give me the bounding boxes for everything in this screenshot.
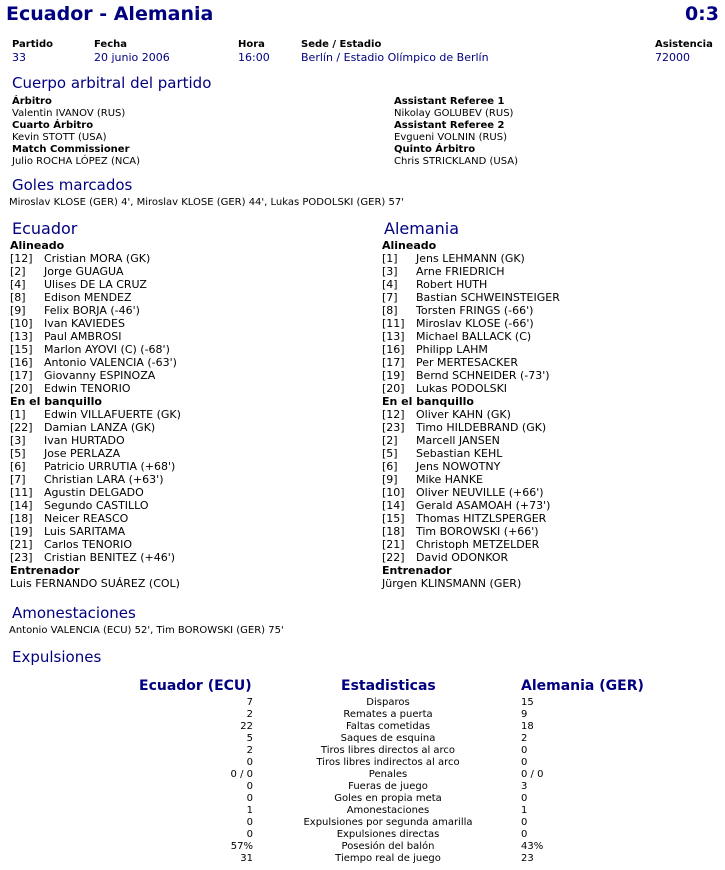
stat-label: Tiros libres indirectos al arco [316, 757, 460, 768]
player-name: Jens NOWOTNY [416, 460, 501, 473]
player-name: Thomas HITZLSPERGER [416, 512, 547, 525]
stat-away-value: 43% [521, 841, 544, 852]
player-name: Antonio VALENCIA (-63') [44, 356, 177, 369]
substitute-row [10, 512, 181, 525]
player-row [382, 265, 560, 278]
player-name: Timo HILDEBRAND (GK) [416, 421, 547, 434]
stat-label: Amonestaciones [346, 805, 430, 816]
substitute-row [10, 408, 181, 421]
shirt-number: [4] [382, 278, 398, 291]
player-name: Carlos TENORIO [44, 538, 133, 551]
referee-role: Assistant Referee 1 [394, 96, 505, 107]
substitute-row [10, 525, 181, 538]
stat-label: Faltas cometidas [345, 721, 431, 732]
info-attendance [655, 38, 713, 64]
info-time [238, 38, 270, 64]
stat-row [0, 721, 725, 733]
player-name: Sebastian KEHL [416, 447, 503, 460]
player-row [10, 369, 181, 382]
stat-away-value: 0 [521, 829, 528, 840]
stat-away-value: 0 [521, 757, 528, 768]
shirt-number: [16] [10, 356, 33, 369]
player-name: Tim BOROWSKI (+66') [416, 525, 539, 538]
stat-home-value: 31 [240, 853, 253, 864]
shirt-number: [3] [382, 265, 398, 278]
shirt-number: [17] [10, 369, 33, 382]
referee-role: Match Commissioner [12, 144, 130, 155]
player-name: Segundo CASTILLO [44, 499, 149, 512]
stat-label: Penales [368, 769, 408, 780]
stat-label: Tiros libres directos al arco [320, 745, 456, 756]
player-name: Damian LANZA (GK) [44, 421, 156, 434]
shirt-number: [9] [10, 304, 26, 317]
stat-home-value: 2 [246, 745, 253, 756]
goals-heading: Goles marcados [12, 176, 133, 194]
player-name: Ivan HURTADO [44, 434, 125, 447]
substitute-row [10, 434, 181, 447]
player-name: Jens LEHMANN (GK) [416, 252, 525, 265]
player-name: Agustin DELGADO [44, 486, 144, 499]
referee-name: Julio ROCHA LÓPEZ (NCA) [12, 156, 141, 167]
coach-name: Jürgen KLINSMANN (GER) [382, 577, 522, 590]
player-name: Per MERTESACKER [416, 356, 518, 369]
substitute-row [382, 538, 560, 551]
substitute-row [10, 486, 181, 499]
match-title: Ecuador - Alemania [6, 3, 214, 25]
player-row [382, 291, 560, 304]
player-row [382, 369, 560, 382]
substitute-row [382, 447, 560, 460]
stat-row [0, 805, 725, 817]
shirt-number: [23] [10, 551, 33, 564]
stat-away-value: 15 [521, 697, 534, 708]
stat-label: Fueras de juego [348, 781, 428, 792]
stat-row [0, 853, 725, 865]
info-value: 33 [12, 51, 26, 64]
stat-home-value: 7 [246, 697, 253, 708]
shirt-number: [5] [10, 447, 26, 460]
stats-middle-heading: Estadisticas [341, 678, 436, 694]
substitute-row [10, 447, 181, 460]
substitute-row [382, 460, 560, 473]
stat-away-value: 3 [521, 781, 528, 792]
info-value: 16:00 [238, 51, 270, 64]
cautions-text: Antonio VALENCIA (ECU) 52', Tim BOROWSKI (GER) 75' [9, 625, 284, 636]
shirt-number: [23] [382, 421, 405, 434]
info-match-number [12, 38, 53, 64]
player-name: Neicer REASCO [44, 512, 129, 525]
substitute-row [10, 551, 181, 564]
shirt-number: [14] [10, 499, 33, 512]
stat-home-value: 22 [240, 721, 253, 732]
shirt-number: [5] [382, 447, 398, 460]
shirt-number: [21] [382, 538, 405, 551]
player-name: Marlon AYOVI (C) (-68') [44, 343, 170, 356]
player-row [382, 252, 560, 265]
player-row [10, 356, 181, 369]
shirt-number: [14] [382, 499, 405, 512]
player-row [382, 317, 560, 330]
shirt-number: [1] [10, 408, 26, 421]
shirt-number: [10] [382, 486, 405, 499]
shirt-number: [7] [382, 291, 398, 304]
player-row [382, 278, 560, 291]
shirt-number: [13] [10, 330, 33, 343]
substitute-row [10, 538, 181, 551]
shirt-number: [21] [10, 538, 33, 551]
player-name: Michael BALLACK (C) [416, 330, 532, 343]
stat-home-value: 0 [246, 793, 253, 804]
stat-label: Expulsiones directas [336, 829, 440, 840]
info-value: 72000 [655, 51, 690, 64]
stats-home-heading: Ecuador (ECU) [139, 678, 252, 694]
stat-away-value: 0 [521, 817, 528, 828]
player-row [10, 278, 181, 291]
player-name: David ODONKOR [416, 551, 509, 564]
info-venue [301, 38, 489, 64]
info-value: 20 junio 2006 [94, 51, 170, 64]
shirt-number: [11] [10, 486, 33, 499]
stat-row [0, 793, 725, 805]
substitute-row [382, 499, 560, 512]
player-name: Miroslav KLOSE (-66') [416, 317, 534, 330]
player-name: Edwin TENORIO [44, 382, 131, 395]
goals-text: Miroslav KLOSE (GER) 4', Miroslav KLOSE (GER) 44', Lukas PODOLSKI (GER) 57' [9, 197, 404, 208]
player-name: Edison MENDEZ [44, 291, 132, 304]
shirt-number: [20] [10, 382, 33, 395]
stat-away-value: 2 [521, 733, 528, 744]
stat-home-value: 0 [246, 757, 253, 768]
substitute-row [10, 460, 181, 473]
player-row [10, 343, 181, 356]
player-name: Luis SARITAMA [44, 525, 126, 538]
referee-name: Nikolay GOLUBEV (RUS) [394, 108, 514, 119]
stat-label: Posesión del balón [341, 841, 435, 852]
away-team-list [382, 239, 560, 590]
shirt-number: [12] [382, 408, 405, 421]
player-name: Philipp LAHM [416, 343, 488, 356]
stat-row [0, 757, 725, 769]
player-name: Paul AMBROSI [44, 330, 122, 343]
substitute-row [10, 421, 181, 434]
substitute-row [382, 486, 560, 499]
player-name: Christoph METZELDER [416, 538, 540, 551]
shirt-number: [2] [382, 434, 398, 447]
player-row [10, 291, 181, 304]
stat-label: Expulsiones por segunda amarilla [303, 817, 473, 828]
coach-label: Entrenador [382, 564, 452, 577]
player-name: Patricio URRUTIA (+68') [44, 460, 176, 473]
stat-row [0, 709, 725, 721]
stat-home-value: 0 / 0 [230, 769, 253, 780]
player-name: Giovanny ESPINOZA [44, 369, 156, 382]
shirt-number: [11] [382, 317, 405, 330]
player-name: Gerald ASAMOAH (+73') [416, 499, 551, 512]
player-row [382, 343, 560, 356]
player-name: Marcell JANSEN [416, 434, 500, 447]
expulsions-heading: Expulsiones [12, 648, 102, 666]
stat-away-value: 23 [521, 853, 534, 864]
shirt-number: [16] [382, 343, 405, 356]
bench-label: En el banquillo [10, 395, 102, 408]
referees-left [12, 96, 140, 168]
player-name: Torsten FRINGS (-66') [416, 304, 534, 317]
referee-role: Cuarto Árbitro [12, 120, 94, 131]
info-value: Berlín / Estadio Olímpico de Berlín [301, 51, 489, 64]
shirt-number: [13] [382, 330, 405, 343]
player-row [382, 330, 560, 343]
shirt-number: [20] [382, 382, 405, 395]
substitute-row [10, 473, 181, 486]
stat-home-value: 5 [246, 733, 253, 744]
match-score: 0:3 [684, 3, 719, 25]
home-team-list [10, 239, 181, 590]
substitute-row [382, 512, 560, 525]
stat-label: Saques de esquina [340, 733, 436, 744]
shirt-number: [22] [10, 421, 33, 434]
referee-name: Evgueni VOLNIN (RUS) [394, 132, 507, 143]
referee-name: Valentin IVANOV (RUS) [12, 108, 126, 119]
player-row [10, 265, 181, 278]
substitute-row [382, 525, 560, 538]
stat-away-value: 0 [521, 745, 528, 756]
player-name: Oliver NEUVILLE (+66') [416, 486, 544, 499]
stat-label: Disparos [366, 697, 410, 708]
stat-label: Tiempo real de juego [335, 853, 441, 864]
stat-row [0, 769, 725, 781]
stat-home-value: 0 [246, 829, 253, 840]
stat-away-value: 18 [521, 721, 534, 732]
player-name: Christian LARA (+63') [44, 473, 164, 486]
shirt-number: [18] [382, 525, 405, 538]
stat-home-value: 2 [246, 709, 253, 720]
player-row [10, 330, 181, 343]
stat-away-value: 1 [521, 805, 528, 816]
player-name: Jorge GUAGUA [44, 265, 124, 278]
player-row [10, 252, 181, 265]
lineup-label: Alineado [10, 239, 65, 252]
substitute-row [382, 421, 560, 434]
shirt-number: [6] [382, 460, 398, 473]
referees-heading: Cuerpo arbitral del partido [12, 74, 212, 92]
shirt-number: [18] [10, 512, 33, 525]
player-name: Ulises DE LA CRUZ [44, 278, 147, 291]
referees-right [394, 96, 518, 168]
stat-row [0, 817, 725, 829]
stat-away-value: 0 / 0 [521, 769, 544, 780]
substitute-row [382, 434, 560, 447]
info-date [94, 38, 170, 64]
player-name: Bernd SCHNEIDER (-73') [416, 369, 550, 382]
player-name: Felix BORJA (-46') [44, 304, 140, 317]
home-team-heading: Ecuador [12, 219, 78, 238]
shirt-number: [19] [382, 369, 405, 382]
referee-name: Chris STRICKLAND (USA) [394, 156, 518, 167]
shirt-number: [12] [10, 252, 33, 265]
shirt-number: [15] [10, 343, 33, 356]
stat-row [0, 829, 725, 841]
player-row [10, 382, 181, 395]
stat-row [0, 745, 725, 757]
shirt-number: [22] [382, 551, 405, 564]
info-label: Hora [238, 39, 265, 50]
stat-home-value: 57% [230, 841, 253, 852]
stat-away-value: 9 [521, 709, 528, 720]
shirt-number: [17] [382, 356, 405, 369]
player-row [382, 382, 560, 395]
player-row [10, 304, 181, 317]
shirt-number: [6] [10, 460, 26, 473]
shirt-number: [10] [10, 317, 33, 330]
stat-label: Goles en propia meta [334, 793, 442, 804]
bench-label: En el banquillo [382, 395, 474, 408]
player-name: Cristian MORA (GK) [44, 252, 151, 265]
coach-name: Luis FERNANDO SUÁREZ (COL) [10, 577, 180, 590]
shirt-number: [19] [10, 525, 33, 538]
stat-home-value: 0 [246, 817, 253, 828]
cautions-heading: Amonestaciones [12, 604, 136, 622]
shirt-number: [1] [382, 252, 398, 265]
player-name: Jose PERLAZA [44, 447, 121, 460]
substitute-row [382, 473, 560, 486]
player-name: Oliver KAHN (GK) [416, 408, 511, 421]
shirt-number: [15] [382, 512, 405, 525]
stat-row [0, 781, 725, 793]
stat-home-value: 1 [246, 805, 253, 816]
shirt-number: [3] [10, 434, 26, 447]
info-label: Partido [12, 39, 53, 50]
shirt-number: [8] [382, 304, 398, 317]
player-name: Mike HANKE [416, 473, 483, 486]
substitute-row [382, 551, 560, 564]
referee-name: Kevin STOTT (USA) [12, 132, 107, 143]
coach-label: Entrenador [10, 564, 80, 577]
player-name: Robert HUTH [416, 278, 488, 291]
stat-away-value: 0 [521, 793, 528, 804]
info-label: Sede / Estadio [301, 39, 382, 50]
away-team-heading: Alemania [384, 219, 460, 238]
referee-role: Quinto Árbitro [394, 144, 476, 155]
shirt-number: [4] [10, 278, 26, 291]
stat-row [0, 733, 725, 745]
player-name: Ivan KAVIEDES [44, 317, 125, 330]
referee-role: Árbitro [12, 96, 52, 107]
shirt-number: [9] [382, 473, 398, 486]
player-row [10, 317, 181, 330]
substitute-row [10, 499, 181, 512]
stat-row [0, 841, 725, 853]
substitute-row [382, 408, 560, 421]
shirt-number: [2] [10, 265, 26, 278]
shirt-number: [7] [10, 473, 26, 486]
player-name: Edwin VILLAFUERTE (GK) [44, 408, 181, 421]
info-label: Asistencia [655, 39, 713, 50]
referee-role: Assistant Referee 2 [394, 120, 505, 131]
player-row [382, 356, 560, 369]
stats-away-heading: Alemania (GER) [521, 678, 644, 694]
player-name: Cristian BENITEZ (+46') [44, 551, 176, 564]
shirt-number: [8] [10, 291, 26, 304]
player-row [382, 304, 560, 317]
stat-home-value: 0 [246, 781, 253, 792]
player-name: Arne FRIEDRICH [416, 265, 505, 278]
info-label: Fecha [94, 39, 128, 50]
stat-label: Remates a puerta [343, 709, 433, 720]
player-name: Bastian SCHWEINSTEIGER [416, 291, 560, 304]
player-name: Lukas PODOLSKI [416, 382, 508, 395]
stat-row [0, 697, 725, 709]
lineup-label: Alineado [382, 239, 437, 252]
